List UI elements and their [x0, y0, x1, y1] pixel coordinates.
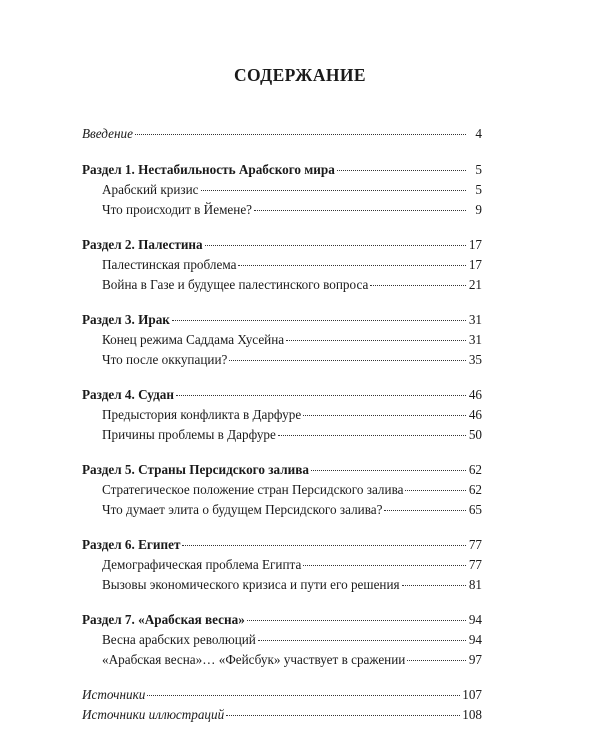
toc-section-4[interactable]: [82, 385, 482, 405]
toc-page-number: 108: [462, 707, 482, 722]
section-title: Раздел 5. Страны Персидского залива: [82, 462, 309, 477]
dot-leader: [286, 339, 466, 341]
subentry-title: Арабский кризис: [102, 182, 199, 197]
toc-page-number: 65: [468, 502, 482, 517]
dot-leader: [254, 209, 466, 211]
toc-subentry[interactable]: [82, 575, 482, 595]
dot-leader: [311, 469, 466, 471]
dot-leader: [278, 434, 466, 436]
dot-leader: [229, 359, 466, 361]
dot-leader: [384, 509, 466, 511]
toc-subentry[interactable]: [82, 255, 482, 275]
toc-page-number: 17: [468, 237, 482, 252]
toc-subentry[interactable]: [82, 650, 482, 670]
toc-page-number: 77: [468, 537, 482, 552]
toc-subentry[interactable]: [82, 275, 482, 295]
subentry-title: Что происходит в Йемене?: [102, 202, 253, 217]
subentry-title: Палестинская проблема: [102, 257, 237, 272]
dot-leader: [402, 584, 466, 586]
dot-leader: [201, 189, 466, 191]
toc-entry-sources[interactable]: [82, 685, 482, 705]
toc-page-number: 62: [468, 482, 482, 497]
section-title: Раздел 2. Палестина: [82, 237, 203, 252]
toc-section-1[interactable]: [82, 160, 482, 180]
dot-leader: [337, 169, 466, 171]
toc-subentry[interactable]: [82, 350, 482, 370]
section-title: Раздел 6. Египет: [82, 537, 181, 552]
dot-leader: [135, 133, 466, 135]
dot-leader: [205, 244, 466, 246]
dot-leader: [405, 489, 466, 491]
subentry-title: Предыстория конфликта в Дарфуре: [102, 407, 302, 422]
toc-subentry[interactable]: [82, 330, 482, 350]
subentry-title: Причины проблемы в Дарфуре: [102, 427, 276, 442]
page-title: СОДЕРЖАНИЕ: [233, 65, 366, 85]
dot-leader: [176, 394, 466, 396]
toc-entry-title: Введение: [82, 126, 133, 141]
toc-page-number: 4: [475, 126, 482, 141]
toc-subentry[interactable]: [82, 200, 482, 220]
toc-subentry[interactable]: [82, 500, 482, 520]
toc-section-2[interactable]: [82, 235, 482, 255]
section-title: Раздел 7. «Арабская весна»: [82, 612, 245, 627]
subentry-title: Весна арабских революций: [102, 632, 256, 647]
toc-page-number: 21: [468, 277, 482, 292]
toc-entry-intro[interactable]: [82, 124, 482, 144]
dot-leader: [258, 639, 466, 641]
dot-leader: [147, 694, 460, 696]
toc-page-number: 46: [468, 407, 482, 422]
section-title: Раздел 4. Судан: [82, 387, 174, 402]
dot-leader: [303, 414, 466, 416]
dot-leader: [172, 319, 466, 321]
toc-page-number: 107: [462, 687, 482, 702]
subentry-title: Что после оккупации?: [102, 352, 228, 367]
toc-section-7[interactable]: [82, 610, 482, 630]
subentry-title: Демографическая проблема Египта: [102, 557, 302, 572]
toc-section-6[interactable]: [82, 535, 482, 555]
table-of-contents: [82, 124, 482, 725]
toc-page-number: 50: [468, 427, 482, 442]
dot-leader: [303, 564, 466, 566]
section-title: Раздел 1. Нестабильность Арабского мира: [82, 162, 335, 177]
toc-page-number: 35: [468, 352, 482, 367]
subentry-title: Конец режима Саддама Хусейна: [102, 332, 285, 347]
subentry-title: Вызовы экономического кризиса и пути его решения: [102, 577, 400, 592]
toc-page-number: 62: [468, 462, 482, 477]
toc-page-number: 31: [468, 332, 482, 347]
subentry-title: «Арабская весна»… «Фейсбук» участвует в сражении: [102, 652, 406, 667]
dot-leader: [407, 659, 466, 661]
dot-leader: [182, 544, 466, 546]
toc-section-5[interactable]: [82, 460, 482, 480]
subentry-title: Война в Газе и будущее палестинского вопроса: [102, 277, 369, 292]
subentry-title: Что думает элита о будущем Персидского залива?: [102, 502, 383, 517]
toc-page-number: 5: [475, 162, 482, 177]
toc-subentry[interactable]: [82, 180, 482, 200]
toc-subentry[interactable]: [82, 555, 482, 575]
dot-leader: [247, 619, 466, 621]
section-title: Раздел 3. Ирак: [82, 312, 170, 327]
toc-page-number: 81: [468, 577, 482, 592]
toc-page-number: 94: [468, 632, 482, 647]
toc-page-number: 5: [475, 182, 482, 197]
toc-entry-title: Источники иллюстраций: [82, 707, 225, 722]
toc-subentry[interactable]: [82, 630, 482, 650]
toc-page-number: 17: [468, 257, 482, 272]
toc-page-number: 77: [468, 557, 482, 572]
toc-subentry[interactable]: [82, 480, 482, 500]
toc-entry-title: Источники: [82, 687, 146, 702]
dot-leader: [238, 264, 466, 266]
toc-entry-illustrations[interactable]: [82, 705, 482, 725]
dot-leader: [370, 284, 466, 286]
toc-page-number: 46: [468, 387, 482, 402]
toc-subentry[interactable]: [82, 425, 482, 445]
subentry-title: Стратегическое положение стран Персидского залива: [102, 482, 404, 497]
toc-page-number: 94: [468, 612, 482, 627]
toc-page-number: 9: [475, 202, 482, 217]
toc-page-number: 97: [468, 652, 482, 667]
toc-section-3[interactable]: [82, 310, 482, 330]
toc-page-number: 31: [468, 312, 482, 327]
toc-subentry[interactable]: [82, 405, 482, 425]
dot-leader: [226, 714, 460, 716]
